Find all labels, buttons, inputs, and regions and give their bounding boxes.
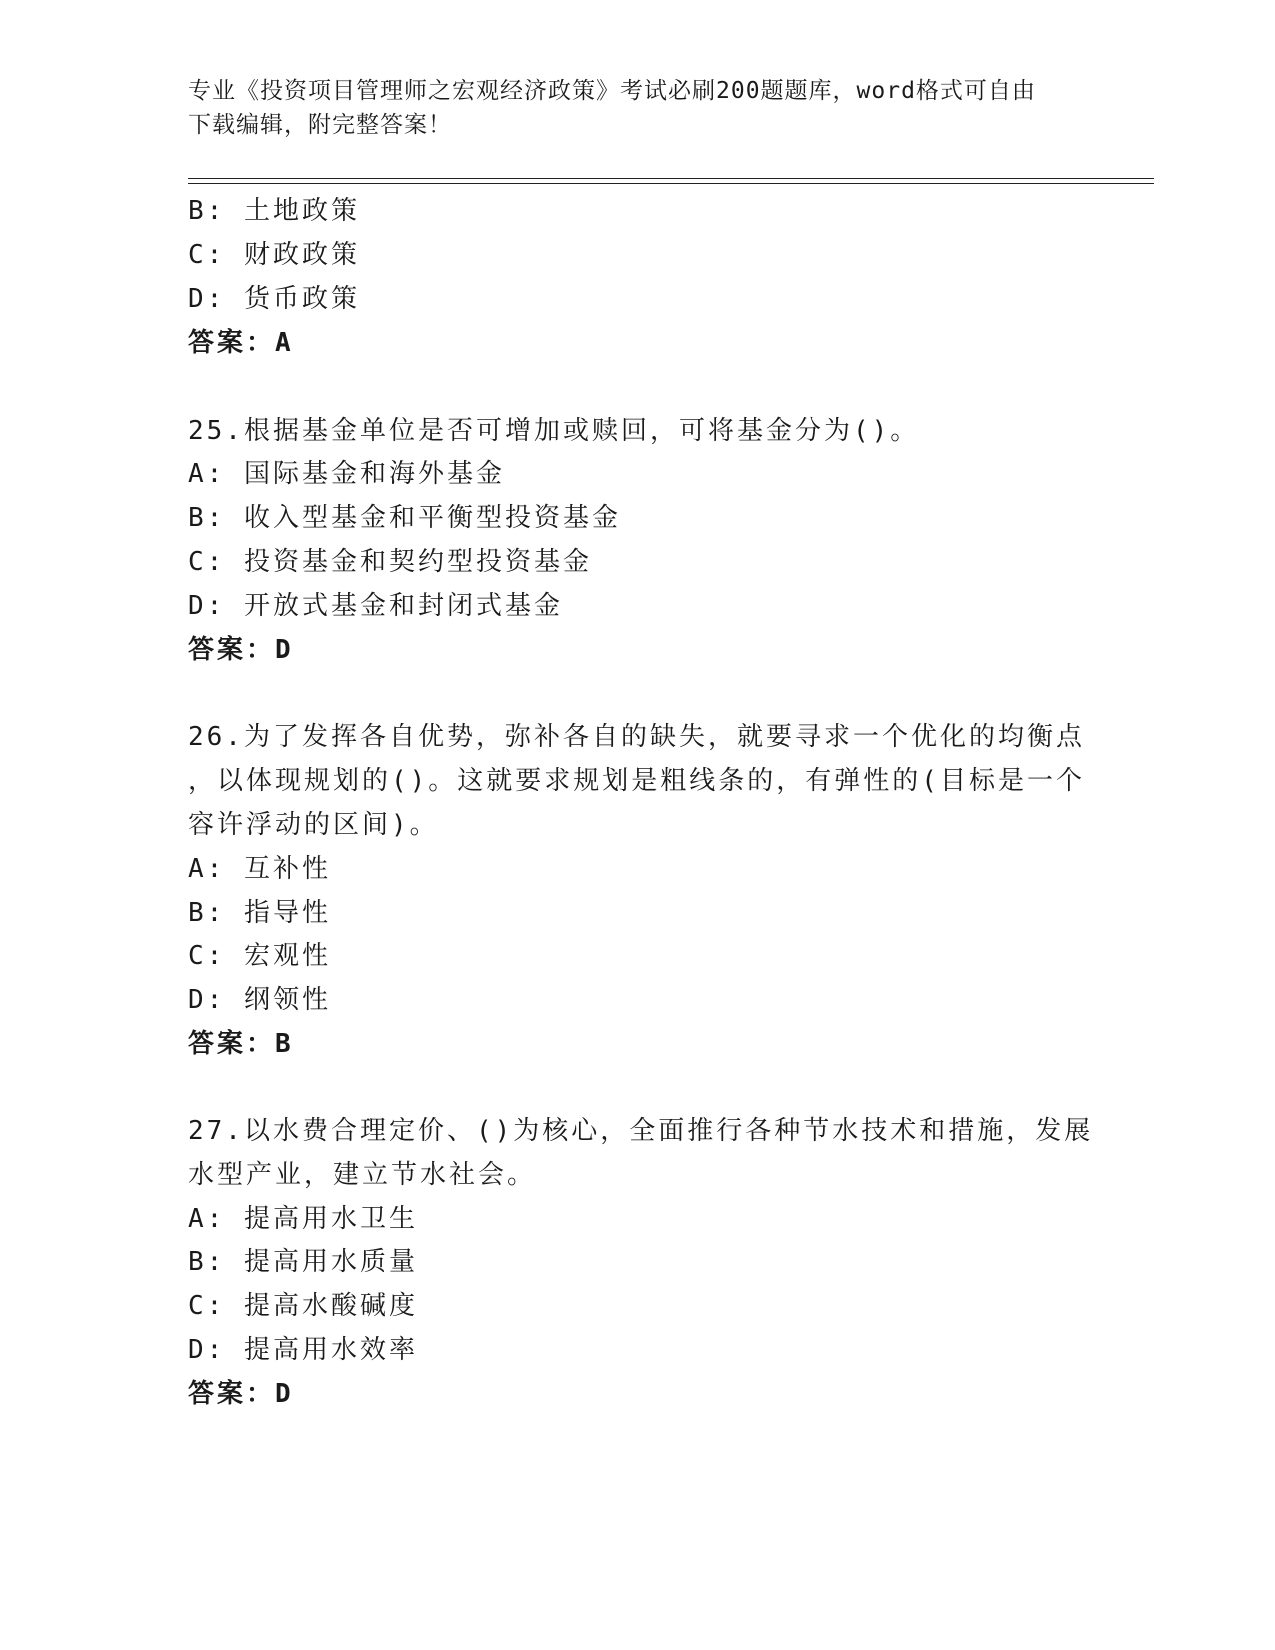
prev-option-d: D: 货币政策 — [188, 284, 360, 314]
q26-option-d: D: 纲领性 — [188, 985, 331, 1015]
header-divider-bottom — [188, 183, 1154, 184]
q25-answer: 答案：D — [188, 635, 294, 665]
q26-stem-line-3: 容许浮动的区间)。 — [188, 810, 439, 840]
q26-stem-line-2: ，以体现规划的()。这就要求规划是粗线条的，有弹性的(目标是一个 — [188, 766, 1085, 796]
document-header — [188, 74, 1088, 142]
q27-stem-line-1: 27.以水费合理定价、()为核心，全面推行各种节水技术和措施，发展 — [188, 1116, 1094, 1146]
q26-option-b: B: 指导性 — [188, 898, 331, 928]
q25-option-c: C: 投资基金和契约型投资基金 — [188, 547, 592, 577]
q27-answer: 答案：D — [188, 1379, 294, 1409]
q27-option-d: D: 提高用水效率 — [188, 1335, 418, 1365]
q25-option-d: D: 开放式基金和封闭式基金 — [188, 591, 563, 621]
q27-option-a: A: 提高用水卫生 — [188, 1204, 418, 1234]
prev-option-c: C: 财政政策 — [188, 240, 360, 270]
q27-option-b: B: 提高用水质量 — [188, 1247, 418, 1277]
q26-answer: 答案：B — [188, 1029, 294, 1059]
q26-stem-line-1: 26.为了发挥各自优势，弥补各自的缺失，就要寻求一个优化的均衡点 — [188, 722, 1085, 752]
q25-option-b: B: 收入型基金和平衡型投资基金 — [188, 503, 621, 533]
q25-stem-line-1: 25.根据基金单位是否可增加或赎回，可将基金分为()。 — [188, 416, 920, 446]
q26-option-a: A: 互补性 — [188, 854, 331, 884]
header-line-2: 下载编辑，附完整答案！ — [188, 112, 452, 138]
header-divider-top — [188, 178, 1154, 179]
q25-option-a: A: 国际基金和海外基金 — [188, 459, 505, 489]
prev-answer: 答案：A — [188, 328, 294, 358]
q27-stem-line-2: 水型产业，建立节水社会。 — [188, 1160, 537, 1190]
prev-option-b: B: 土地政策 — [188, 196, 360, 226]
q27-option-c: C: 提高水酸碱度 — [188, 1291, 418, 1321]
header-line-1: 专业《投资项目管理师之宏观经济政策》考试必刷200题题库，word格式可自由 — [188, 78, 1036, 104]
q26-option-c: C: 宏观性 — [188, 941, 331, 971]
